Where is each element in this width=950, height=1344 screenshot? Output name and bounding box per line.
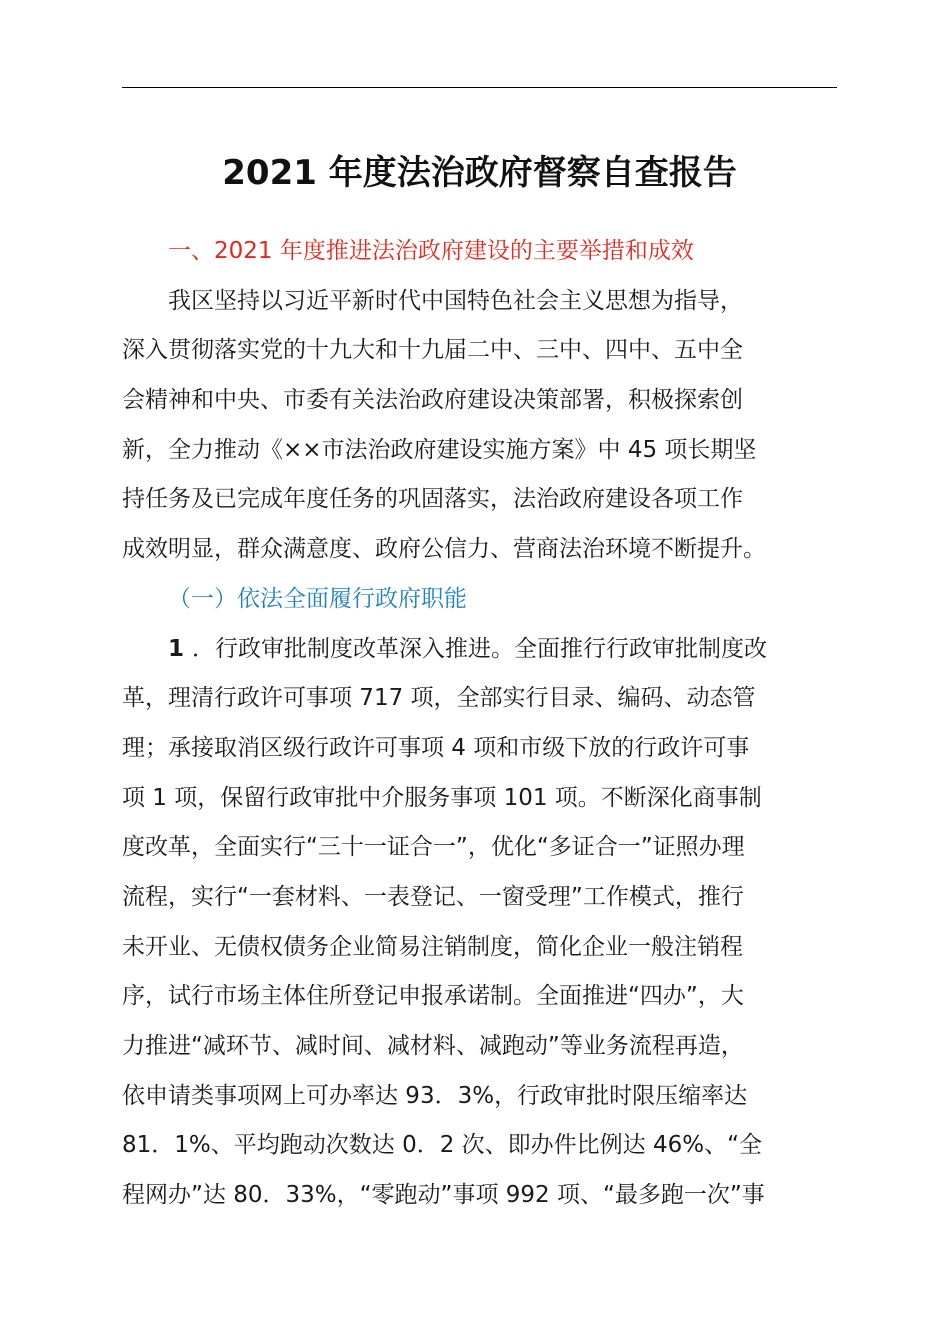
- document-body: [122, 227, 837, 1221]
- section-heading-1: 一、2021 年度推进法治政府建设的主要举措和成效: [168, 238, 694, 264]
- paragraph-line: 未开业、无债权债务企业简易注销制度，简化企业一般注销程: [122, 933, 743, 960]
- paragraph-line: 程网办”达 80．33%，“零跑动”事项 992 项、“最多跑一次”事: [122, 1182, 765, 1209]
- paragraph-line: 持任务及已完成年度任务的巩固落实，法治政府建设各项工作: [122, 486, 743, 513]
- paragraph-line: 新，全力推动《××市法治政府建设实施方案》中 45 项长期坚: [122, 436, 757, 463]
- paragraph-line: 深入贯彻落实党的十九大和十九届二中、三中、四中、五中全: [122, 337, 743, 364]
- paragraph-line: 理；承接取消区级行政许可事项 4 项和市级下放的行政许可事: [122, 734, 750, 761]
- paragraph-line-text: ．行政审批制度改革深入推进。全面推行行政审批制度改: [192, 635, 768, 662]
- paragraph-line: 项 1 项，保留行政审批中介服务事项 101 项。不断深化商事制: [122, 784, 762, 811]
- paragraph-line: 会精神和中央、市委有关法治政府建设决策部署，积极探索创: [122, 387, 743, 414]
- paragraph-line: 成效明显，群众满意度、政府公信力、营商法治环境不断提升。: [122, 536, 766, 563]
- paragraph-line-first: [122, 625, 837, 675]
- paragraph-line: 流程，实行“一套材料、一表登记、一窗受理”工作模式，推行: [122, 883, 744, 910]
- paragraph-line: 力推进“减环节、减时间、减材料、减跑动”等业务流程再造，: [122, 1033, 744, 1059]
- header-rule: [122, 87, 837, 88]
- paragraph-line: 序，试行市场主体住所登记申报承诺制。全面推进“四办”，大: [122, 983, 744, 1010]
- item-number: 1: [168, 635, 185, 662]
- paragraph-line: 依申请类事项网上可办率达 93．3%，行政审批时限压缩率达: [122, 1082, 748, 1109]
- section-heading-2: （一）依法全面履行政府职能: [168, 585, 467, 612]
- paragraph-line: 革，理清行政许可事项 717 项，全部实行目录、编码、动态管: [122, 685, 756, 712]
- paragraph-line: 度改革，全面实行“三十一证合一”，优化“多证合一”证照办理: [122, 834, 745, 861]
- document-title: 2021 年度法治政府督察自查报告: [222, 153, 737, 193]
- paragraph-line: 我区坚持以习近平新时代中国特色社会主义思想为指导，: [168, 287, 743, 314]
- paragraph-1: [122, 277, 837, 575]
- paragraph-2: [122, 625, 837, 1221]
- paragraph-line: 81．1%、平均跑动次数达 0．2 次、即办件比例达 46%、“全: [122, 1132, 762, 1159]
